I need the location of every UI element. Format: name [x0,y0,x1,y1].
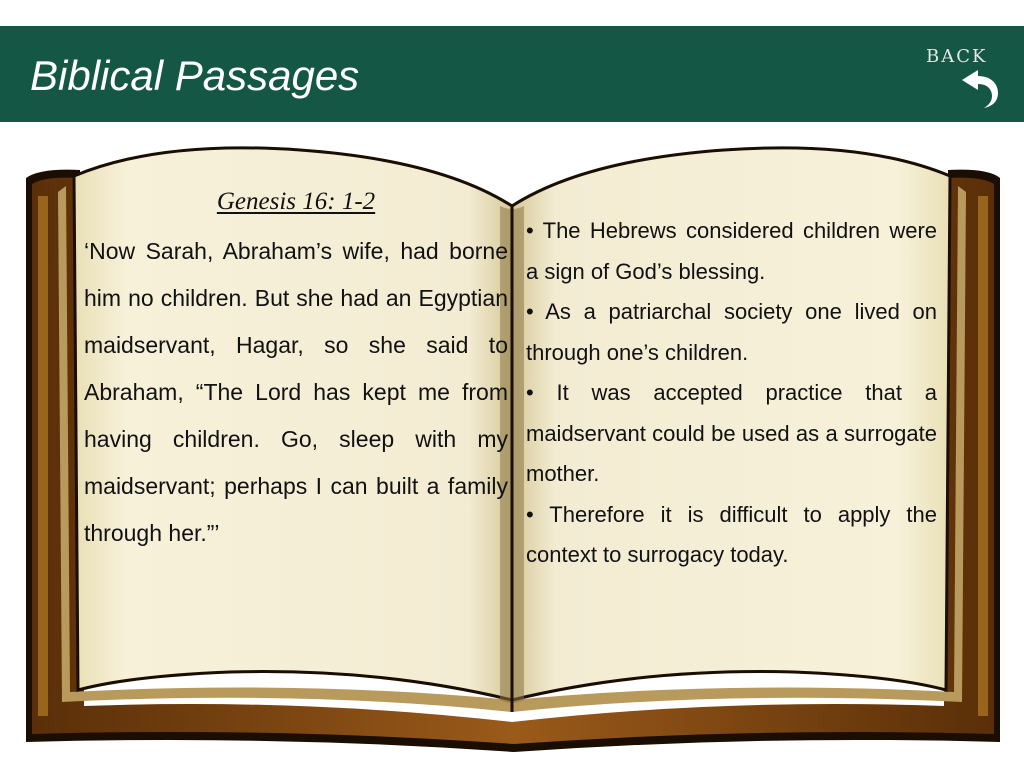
context-notes-list [526,211,937,576]
list-item: • It was accepted practice that a maidservant could be used as a surrogate mother. [526,380,937,486]
passage-reference: Genesis 16: 1-2 [216,188,376,215]
list-item: • As a patriarchal society one lived on through one’s children. [526,299,937,365]
page-title: Biblical Passages [30,52,360,99]
left-page-content [84,186,508,557]
list-item: • The Hebrews considered children were a sign of God’s blessing. [526,218,937,284]
list-item: • Therefore it is difficult to apply the context to surrogacy today. [526,501,937,567]
right-page-content [526,211,937,576]
passage-text: ‘Now Sarah, Abraham’s wife, had borne him no children. But she had an Egyptian maidservant, Hagar, so she said to Abraham, “The Lord has kept me from having children. Go, sleep with my maidservant; perhaps I can built a family through her.”’ [84,238,508,546]
back-label: BACK [926,46,988,67]
